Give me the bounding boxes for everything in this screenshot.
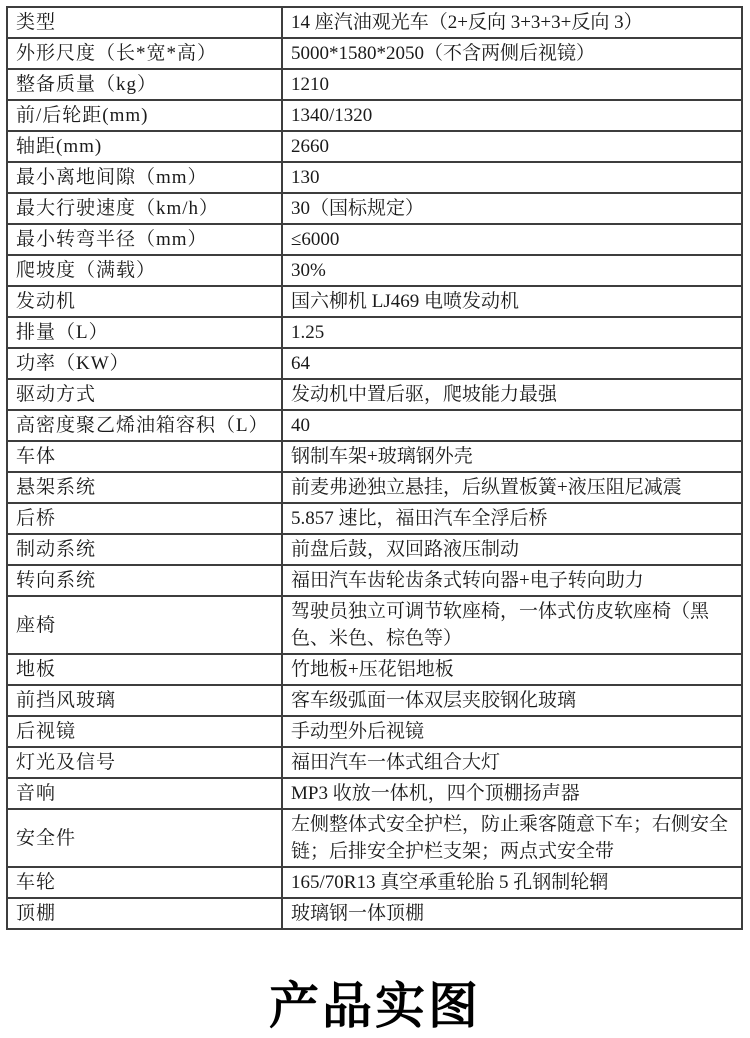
table-row: [7, 286, 742, 317]
spec-value: 玻璃钢一体顶棚: [282, 898, 742, 929]
table-row: [7, 472, 742, 503]
spec-label: 安全件: [7, 809, 282, 867]
spec-label: 发动机: [7, 286, 282, 317]
spec-value: 1210: [282, 69, 742, 100]
spec-value: 钢制车架+玻璃钢外壳: [282, 441, 742, 472]
table-row: [7, 716, 742, 747]
spec-label: 最小转弯半径（mm）: [7, 224, 282, 255]
spec-value: 左侧整体式安全护栏，防止乘客随意下车；右侧安全链；后排安全护栏支架；两点式安全带: [282, 809, 742, 867]
table-row: [7, 317, 742, 348]
spec-label: 车轮: [7, 867, 282, 898]
spec-value: 前麦弗逊独立悬挂，后纵置板簧+液压阻尼减震: [282, 472, 742, 503]
spec-value: 5000*1580*2050（不含两侧后视镜）: [282, 38, 742, 69]
spec-label: 轴距(mm): [7, 131, 282, 162]
spec-value: 40: [282, 410, 742, 441]
spec-value: 30%: [282, 255, 742, 286]
spec-label: 最小离地间隙（mm）: [7, 162, 282, 193]
spec-label: 前/后轮距(mm): [7, 100, 282, 131]
spec-value: 14 座汽油观光车（2+反向 3+3+3+反向 3）: [282, 7, 742, 38]
table-row: [7, 7, 742, 38]
spec-label: 类型: [7, 7, 282, 38]
spec-label: 座椅: [7, 596, 282, 654]
spec-label: 制动系统: [7, 534, 282, 565]
table-row: [7, 654, 742, 685]
spec-label: 排量（L）: [7, 317, 282, 348]
spec-label: 音响: [7, 778, 282, 809]
spec-label: 车体: [7, 441, 282, 472]
table-row: [7, 379, 742, 410]
table-row: [7, 565, 742, 596]
spec-label: 转向系统: [7, 565, 282, 596]
spec-value: 30（国标规定）: [282, 193, 742, 224]
spec-label: 整备质量（kg）: [7, 69, 282, 100]
spec-value: 发动机中置后驱，爬坡能力最强: [282, 379, 742, 410]
spec-label: 最大行驶速度（km/h）: [7, 193, 282, 224]
table-row: [7, 410, 742, 441]
spec-label: 驱动方式: [7, 379, 282, 410]
table-row: [7, 38, 742, 69]
spec-value: ≤6000: [282, 224, 742, 255]
table-row: [7, 441, 742, 472]
spec-value: 驾驶员独立可调节软座椅，一体式仿皮软座椅（黑色、米色、棕色等）: [282, 596, 742, 654]
spec-value: 前盘后鼓，双回路液压制动: [282, 534, 742, 565]
table-row: [7, 747, 742, 778]
table-row: [7, 69, 742, 100]
spec-value: MP3 收放一体机，四个顶棚扬声器: [282, 778, 742, 809]
spec-label: 灯光及信号: [7, 747, 282, 778]
spec-value: 国六柳机 LJ469 电喷发动机: [282, 286, 742, 317]
table-row: [7, 131, 742, 162]
section-title: 产品实图: [269, 978, 481, 1034]
table-row: [7, 809, 742, 867]
spec-value: 福田汽车一体式组合大灯: [282, 747, 742, 778]
spec-label: 前挡风玻璃: [7, 685, 282, 716]
spec-value: 1.25: [282, 317, 742, 348]
spec-value: 1340/1320: [282, 100, 742, 131]
spec-value: 2660: [282, 131, 742, 162]
spec-label: 爬坡度（满载）: [7, 255, 282, 286]
table-row: [7, 348, 742, 379]
table-row: [7, 100, 742, 131]
spec-label: 后视镜: [7, 716, 282, 747]
spec-table-body: [7, 7, 742, 929]
spec-value: 64: [282, 348, 742, 379]
table-row: [7, 596, 742, 654]
table-row: [7, 193, 742, 224]
spec-value: 130: [282, 162, 742, 193]
spec-table: [6, 6, 743, 930]
spec-label: 悬架系统: [7, 472, 282, 503]
spec-label: 顶棚: [7, 898, 282, 929]
spec-label: 高密度聚乙烯油箱容积（L）: [7, 410, 282, 441]
table-row: [7, 255, 742, 286]
spec-label: 功率（KW）: [7, 348, 282, 379]
spec-label: 地板: [7, 654, 282, 685]
table-row: [7, 503, 742, 534]
table-row: [7, 224, 742, 255]
spec-value: 客车级弧面一体双层夹胶钢化玻璃: [282, 685, 742, 716]
spec-value: 手动型外后视镜: [282, 716, 742, 747]
table-row: [7, 534, 742, 565]
table-row: [7, 685, 742, 716]
spec-value: 福田汽车齿轮齿条式转向器+电子转向助力: [282, 565, 742, 596]
table-row: [7, 162, 742, 193]
table-row: [7, 898, 742, 929]
spec-value: 竹地板+压花铝地板: [282, 654, 742, 685]
spec-value: 165/70R13 真空承重轮胎 5 孔钢制轮辋: [282, 867, 742, 898]
spec-value: 5.857 速比，福田汽车全浮后桥: [282, 503, 742, 534]
spec-label: 后桥: [7, 503, 282, 534]
spec-label: 外形尺度（长*宽*高）: [7, 38, 282, 69]
table-row: [7, 778, 742, 809]
table-row: [7, 867, 742, 898]
